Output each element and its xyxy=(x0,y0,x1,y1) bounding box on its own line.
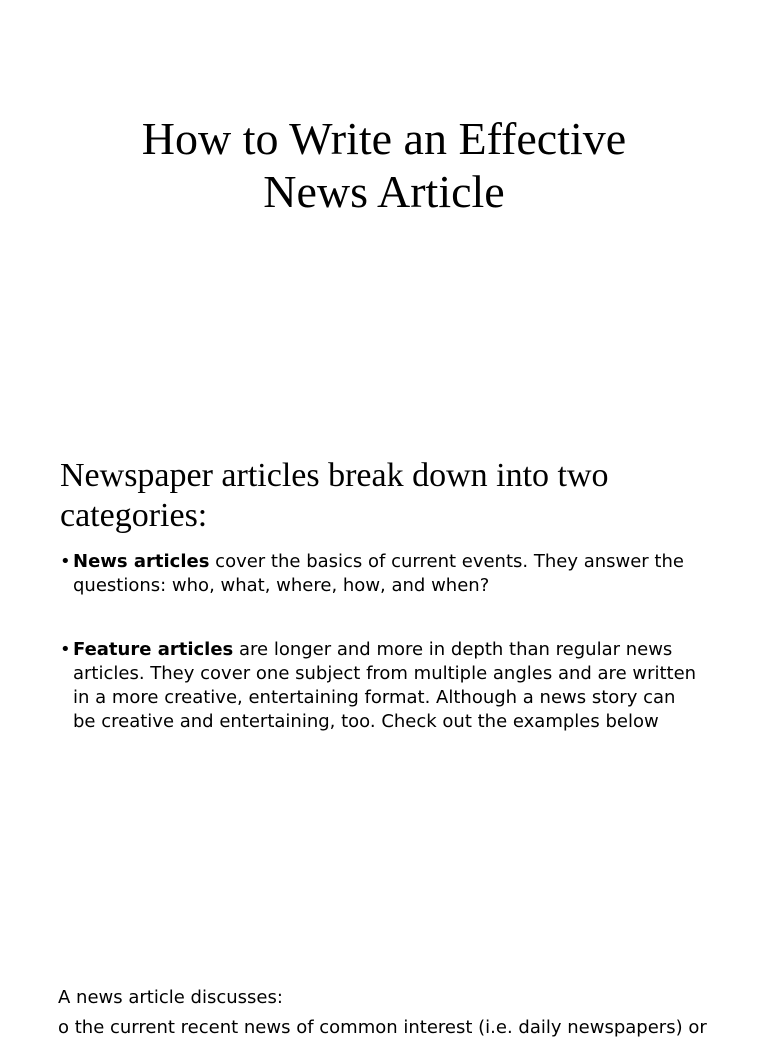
page-title xyxy=(0,112,768,218)
partial-list-item: o the current recent news of common interest (i.e. daily newspapers) or xyxy=(58,1017,707,1038)
bullet-list xyxy=(60,550,700,734)
bullet-term: Feature articles xyxy=(73,639,234,660)
title-line-1: How to Write an Effective xyxy=(141,113,627,164)
bullet-icon: • xyxy=(60,639,71,660)
slide-news-article xyxy=(0,864,768,1038)
slide-title xyxy=(0,0,768,432)
bullet-icon: • xyxy=(60,551,71,572)
title-line-2: News Article xyxy=(263,166,505,217)
bullet-term: News articles xyxy=(73,551,210,572)
intro-text: A news article discusses: xyxy=(58,987,283,1008)
slide-heading: Newspaper articles break down into two categories: xyxy=(60,457,609,534)
bullet-text: are longer and more in depth than regular news articles. They cover one subject from multiple angles and are written in a more creative, entertaining format. Although a news story can be creative and entertaining, too. Check out the examples below xyxy=(73,639,697,732)
list-item xyxy=(60,550,700,598)
list-item xyxy=(60,638,700,734)
bullet-text: cover the basics of current events. They answer the questions: who, what, where, how, and when? xyxy=(73,551,684,596)
slide-categories xyxy=(0,432,768,864)
